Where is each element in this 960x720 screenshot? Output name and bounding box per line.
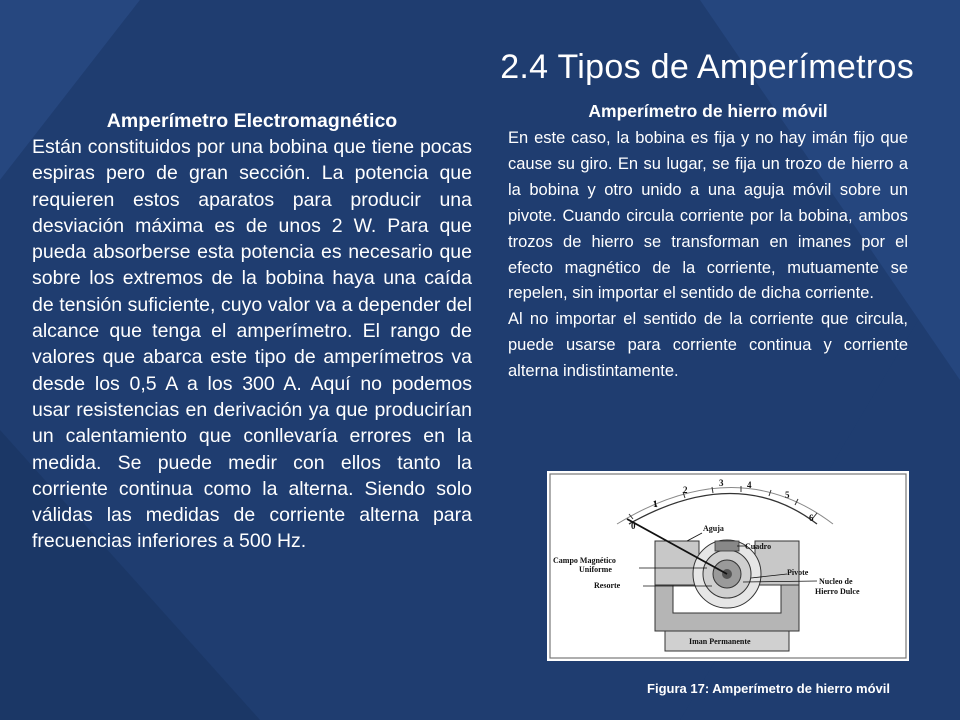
label-resorte: Resorte (594, 581, 621, 590)
right-paragraph-2: Al no importar el sentido de la corriente que circula, puede usarse para corriente continua y corriente alterna indistintamente. (508, 310, 908, 381)
left-heading: Amperímetro Electromagnético (106, 110, 398, 132)
label-iman: Iman Permanente (689, 637, 751, 646)
scale-4: 4 (747, 480, 752, 490)
scale-3: 3 (719, 478, 724, 488)
label-cuadro: Cuadro (745, 542, 772, 551)
scale-2: 2 (683, 485, 688, 495)
right-heading: Amperímetro de hierro móvil (588, 101, 828, 121)
ammeter-diagram (547, 471, 909, 661)
right-paragraph-1: En este caso, la bobina es fija y no hay imán fijo que cause su giro. En su lugar, se fija un trozo de hierro a la bobina y otro unido a una aguja móvil sobre un pivote. Cuando circula corriente por la bobina, ambos trozos de hierro se transforman en imanes por el efecto magnético de la corriente, mutuamente se repelen, sin importar el sentido de dicha corriente. (508, 129, 908, 303)
scale-6: 6 (809, 513, 814, 523)
label-campo-2: Uniforme (579, 565, 612, 574)
label-aguja: Aguja (703, 524, 724, 533)
right-column (508, 101, 908, 385)
scale-1: 1 (653, 499, 658, 509)
slide-title: 2.4 Tipos de Amperímetros (500, 48, 914, 86)
label-pivote: Pivote (787, 568, 809, 577)
scale-5: 5 (785, 490, 790, 500)
left-column (32, 110, 472, 555)
figure-caption: Figura 17: Amperímetro de hierro móvil (647, 681, 890, 696)
label-campo-1: Campo Magnético (553, 556, 616, 565)
pole-left (655, 541, 699, 585)
coil-top (715, 541, 739, 551)
label-nucleo-2: Hierro Dulce (815, 587, 860, 596)
label-nucleo-1: Nucleo de (819, 577, 853, 586)
ammeter-figure (547, 471, 909, 661)
left-body: Están constituidos por una bobina que tiene pocas espiras pero de gran sección. La potencia que requieren estos aparatos para producir una desviación máxima es de unos 2 W. Para que pueda absorberse esta potencia es necesario que sobre los extremos de la bobina haya una caída de tensión suficiente, cuyo valor va a depender del alcance que tenga el amperímetro. El rango de valores que abarca este tipo de amperímetros va desde los 0,5 A a los 300 A. Aquí no podemos usar resistencias en derivación ya que producirían un calentamiento que conllevaría errores en la medida. Se puede medir con ellos tanto la corriente continua como la alterna. Siendo solo válidas las medidas de corriente alterna para frecuencias inferiores a 500 Hz. (32, 136, 472, 553)
scale-0: 0 (631, 521, 636, 531)
